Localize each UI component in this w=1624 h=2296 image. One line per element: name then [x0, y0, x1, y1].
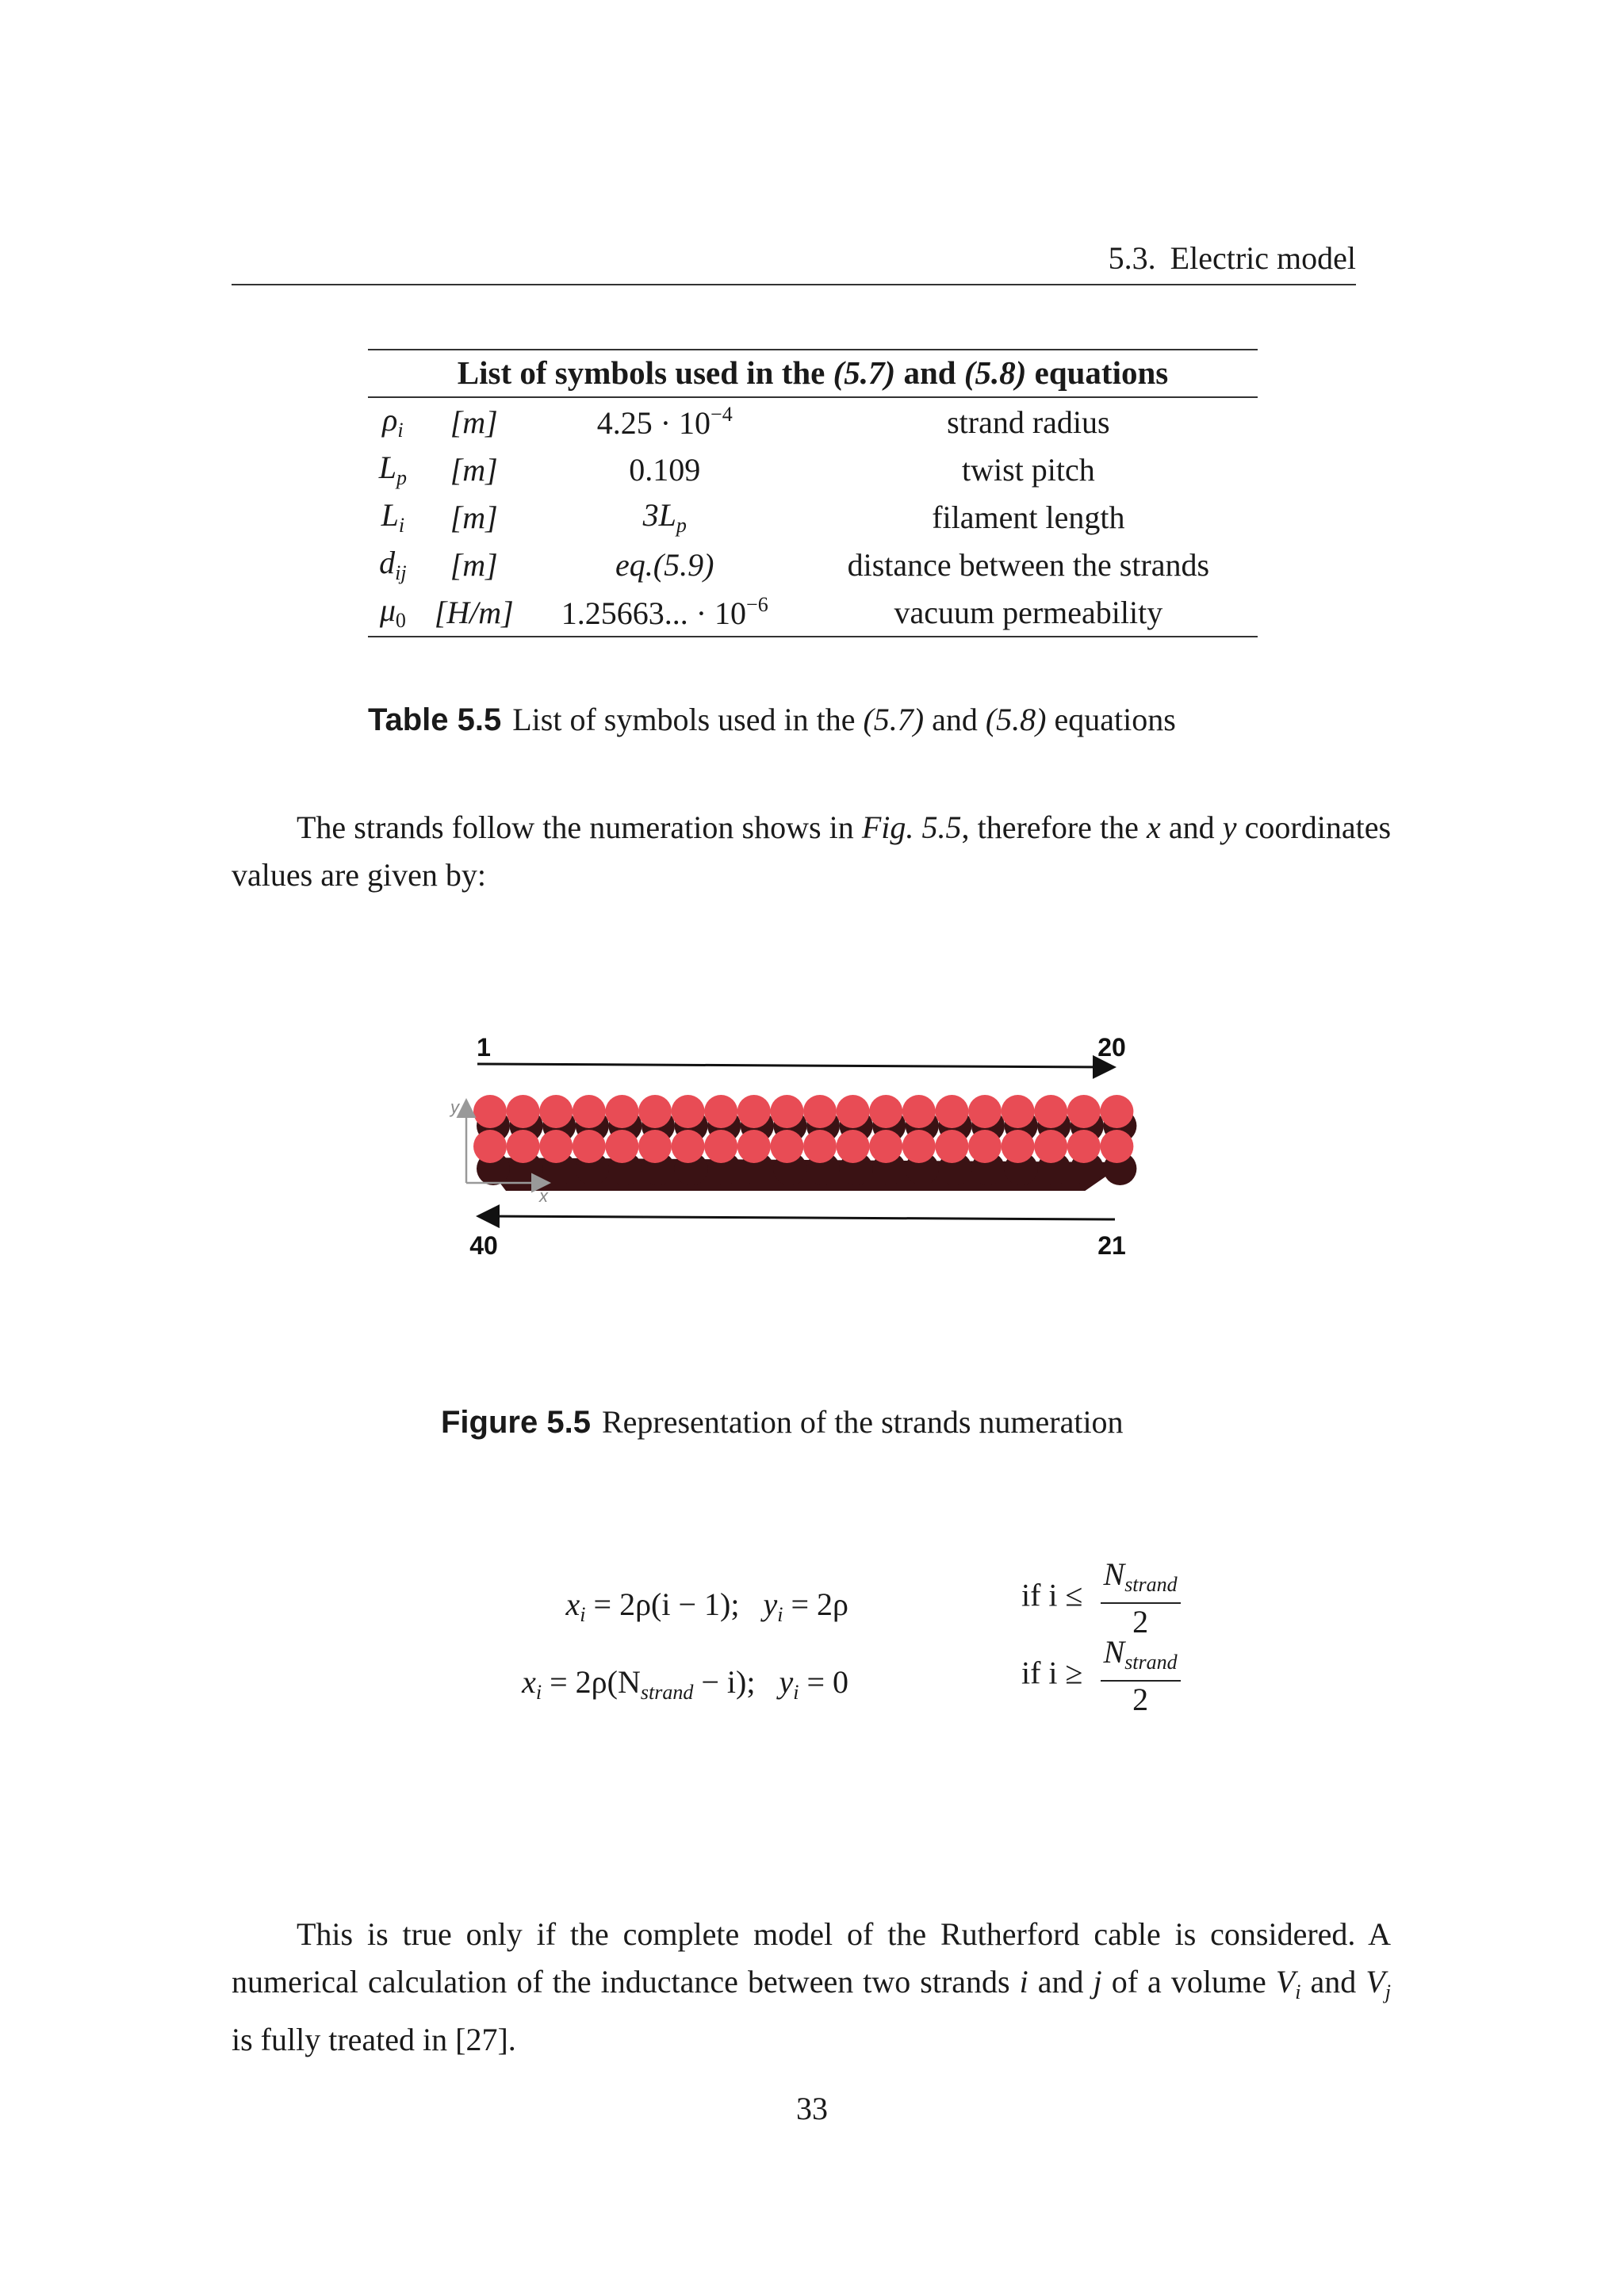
figure-caption — [441, 1403, 1124, 1441]
table-row — [368, 493, 1258, 541]
strand-circle — [902, 1130, 936, 1163]
strand-circle — [473, 1095, 507, 1128]
strand-circle — [605, 1130, 638, 1163]
unit-cell: [m] — [450, 499, 498, 535]
equation-2-condition: if i ≥ $\frac{N_{strand}}{2}$ — [1021, 1635, 1181, 1718]
value-cell: 0.109 — [629, 451, 701, 488]
paragraph-rutherford: This is true only if the complete model of the Rutherford cable is considered. A numerical calculation of the inductance between two strands i and j of a volume $V_i$ and $V_j$ is fully treated in [27]. — [232, 1916, 1391, 2057]
strand-circle — [737, 1130, 771, 1163]
strand-circle — [507, 1130, 540, 1163]
value-cell: eq.(5.9) — [615, 546, 714, 583]
table-caption-label: Table 5.5 — [368, 702, 502, 737]
symbols-table — [368, 349, 1258, 637]
strand-circle — [968, 1130, 1002, 1163]
top-arrow — [477, 1064, 1112, 1067]
label-strand-21: 21 — [1097, 1231, 1126, 1260]
description-cell: twist pitch — [961, 451, 1095, 488]
equation-1-condition: if i ≤ $\frac{N_{strand}}{2}$ — [1021, 1557, 1181, 1640]
strand-circle — [803, 1095, 837, 1128]
equation-1-lhs: $x_i = 2\rho(i - 1)$; $y_i = 2\rho$ — [565, 1586, 848, 1626]
strand-circle — [638, 1130, 672, 1163]
strand-circle — [1067, 1130, 1101, 1163]
page-number: 33 — [796, 2091, 828, 2126]
strand-circle — [935, 1130, 968, 1163]
strand-circle — [837, 1130, 870, 1163]
figure-caption-label: Figure 5.5 — [441, 1405, 591, 1440]
table-header-row — [368, 350, 1258, 397]
strand-circle — [869, 1130, 902, 1163]
strand-circle — [837, 1095, 870, 1128]
section-title: Electric model — [1170, 240, 1356, 276]
strand-circle — [507, 1095, 540, 1128]
strand-circle — [770, 1130, 803, 1163]
strand-circle — [1002, 1130, 1035, 1163]
description-cell: distance between the strands — [847, 546, 1210, 583]
strand-circle — [1034, 1095, 1067, 1128]
value-cell: $4.25 \cdot 10^{-4}$ — [596, 402, 733, 441]
bottom-arrow — [481, 1216, 1115, 1219]
strand-circle — [539, 1130, 573, 1163]
y-axis-label: y — [450, 1097, 459, 1117]
strand-circle — [935, 1095, 968, 1128]
strand-circle — [672, 1095, 705, 1128]
equation-2-lhs: $x_i = 2\rho(N_{strand} - i)$; $y_i = 0$ — [522, 1664, 848, 1704]
symbol-cell: $L_i$ — [381, 497, 405, 537]
table-row — [368, 446, 1258, 493]
strand-circle — [1067, 1095, 1101, 1128]
symbol-cell: $\rho_i$ — [382, 402, 404, 442]
unit-cell: [m] — [450, 546, 498, 583]
strand-circle — [869, 1095, 902, 1128]
strand-circle — [672, 1130, 705, 1163]
label-strand-1: 1 — [477, 1033, 491, 1062]
label-strand-40: 40 — [469, 1231, 498, 1260]
eq-ref-5-8: (5.8) — [963, 354, 1027, 391]
unit-cell: [H/m] — [418, 588, 530, 637]
description-cell: strand radius — [947, 404, 1110, 440]
strand-circle — [539, 1095, 573, 1128]
strand-circle — [1100, 1130, 1133, 1163]
strands-figure — [428, 1023, 1142, 1276]
strand-circle — [573, 1130, 606, 1163]
running-header — [232, 238, 1356, 285]
table-row — [368, 397, 1258, 446]
symbol-cell: $\mu_0$ — [368, 588, 418, 637]
x-axis-label: x — [539, 1186, 548, 1206]
strand-circle — [605, 1095, 638, 1128]
strand-circle — [704, 1095, 737, 1128]
header-text — [1109, 239, 1356, 277]
strand-circle — [902, 1095, 936, 1128]
description-cell: vacuum permeability — [799, 588, 1258, 637]
table-row — [368, 588, 1258, 637]
symbol-cell: $L_p$ — [378, 450, 407, 489]
section-number: 5.3. — [1108, 240, 1156, 276]
strand-circle — [770, 1095, 803, 1128]
strand-circle — [1100, 1095, 1133, 1128]
table-row — [368, 541, 1258, 588]
strand-circle — [968, 1095, 1002, 1128]
strand-circle — [1002, 1095, 1035, 1128]
unit-cell: [m] — [450, 404, 498, 440]
strand-group — [473, 1095, 1136, 1191]
table-title: List of symbols used in the (5.7) and (5.8) equations — [368, 350, 1258, 397]
fraction: $\frac{N_{strand}}{2}$ — [1101, 1557, 1181, 1640]
strand-circle — [473, 1130, 507, 1163]
label-strand-20: 20 — [1097, 1033, 1126, 1062]
strand-circle — [737, 1095, 771, 1128]
symbol-cell: $d_{ij}$ — [379, 545, 407, 584]
eq-ref-5-7: (5.7) — [833, 354, 896, 391]
strand-circle — [1034, 1130, 1067, 1163]
strand-circle — [638, 1095, 672, 1128]
unit-cell: [m] — [450, 451, 498, 488]
figure-caption-text: Representation of the strands numeration — [601, 1404, 1124, 1440]
value-cell: 1.25663... · $10^{-6}$ — [530, 588, 799, 637]
strand-circle — [803, 1130, 837, 1163]
value-cell: $3L_p$ — [642, 497, 687, 537]
coordinate-equations — [396, 1556, 1269, 1728]
strand-circle — [573, 1095, 606, 1128]
description-cell: filament length — [932, 499, 1125, 535]
table-caption: Table 5.5 List of symbols used in the (5.7) and (5.8) equations — [368, 702, 1176, 737]
paragraph-coordinates: The strands follow the numeration shows in Fig. 5.5, therefore the x and y coordinates values are given by: — [232, 809, 1392, 893]
strand-circle — [704, 1130, 737, 1163]
figure-reference[interactable]: Fig. 5.5 — [861, 809, 962, 845]
fraction: $\frac{N_{strand}}{2}$ — [1101, 1635, 1181, 1718]
